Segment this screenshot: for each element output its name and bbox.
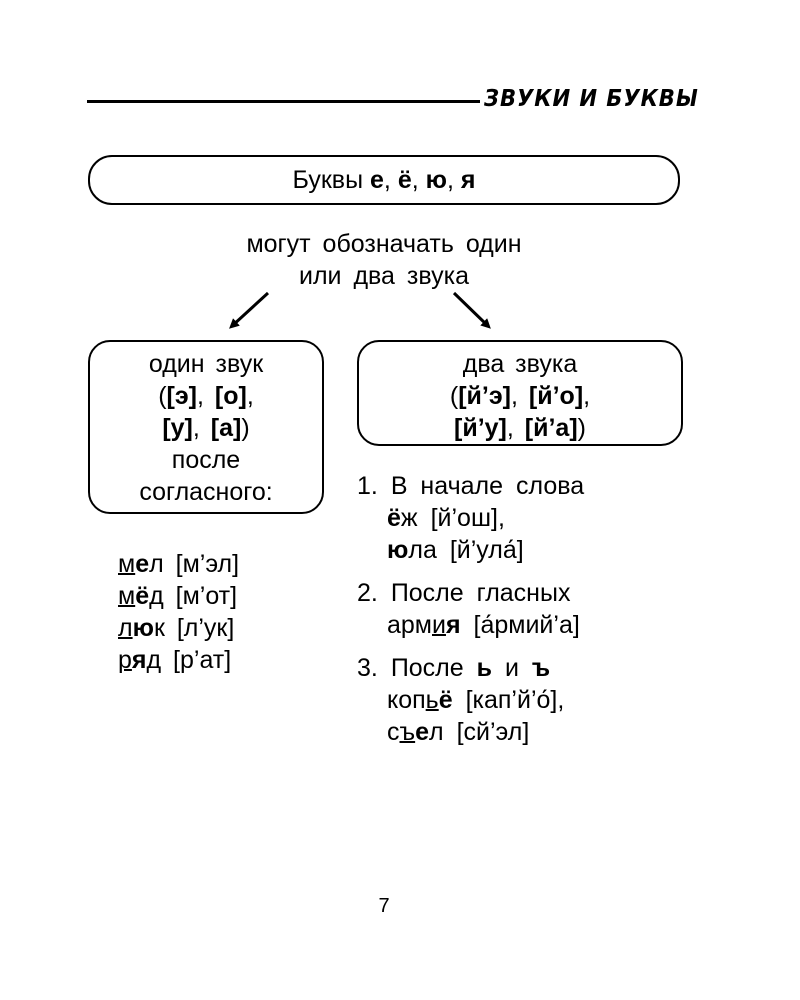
rule-item-1 <box>357 470 584 566</box>
sound-u: [у] <box>162 414 193 442</box>
example-row: ряд [р’ат] <box>118 646 232 674</box>
example-line: армия [а́рмий’а] <box>387 611 580 639</box>
two-sounds-title: два звука <box>462 350 578 378</box>
letter-separator: , <box>383 166 398 194</box>
letter-ya: я <box>460 166 476 194</box>
section-title: ЗВУКИ И БУКВЫ <box>484 86 699 112</box>
sound-ya: [й’а] <box>524 414 578 442</box>
two-sounds-box <box>357 340 683 446</box>
one-sound-line: после <box>171 446 241 474</box>
sound-o: [о] <box>214 382 247 410</box>
letter-yu: ю <box>425 166 447 194</box>
one-sound-box <box>88 340 324 514</box>
arrow-right-icon <box>454 293 488 326</box>
letter-separator: , <box>411 166 426 194</box>
paren-open: ( <box>449 382 459 410</box>
one-sound-title: один звук <box>148 350 264 378</box>
letter-e: е <box>370 166 384 194</box>
example-row: мел [м’эл] <box>118 550 240 578</box>
example-line: копьё [кап’й’о́], <box>387 686 565 714</box>
rule-number: 1. <box>357 472 378 500</box>
intro-line: могут обозначать один <box>246 230 522 258</box>
rule-text: После гласных <box>390 579 571 607</box>
example-line: съел [сй’эл] <box>387 718 530 746</box>
rule-item-2 <box>357 577 584 641</box>
intro-line: или два звука <box>299 262 469 290</box>
soft-sign: ь <box>476 654 493 682</box>
paren-open: ( <box>158 382 167 410</box>
rule-item-3: 3. После ь и ъ копьё [кап’й’о́], съел [сй’эл] <box>357 652 584 748</box>
one-sound-examples <box>118 548 239 676</box>
two-sounds-line: [й’у], [й’а]) <box>454 414 586 442</box>
rule-number: 2. <box>357 579 378 607</box>
sound-yu: [й’у] <box>454 414 507 442</box>
rule-text: После <box>390 654 464 682</box>
example-row: мёд [м’от] <box>118 582 238 610</box>
two-sounds-rules <box>357 470 584 759</box>
sound-ye: [й’э] <box>458 382 511 410</box>
rule-text: В начале слова <box>390 472 585 500</box>
example-line: ёж [й’ош], <box>387 504 505 532</box>
hard-sign: ъ <box>531 654 551 682</box>
one-sound-line: [у], [а]) <box>162 414 250 442</box>
one-sound-line: ([э], [о], <box>158 382 254 410</box>
example-row: люк [л’ук] <box>118 614 235 642</box>
rule-number: 3. <box>357 654 378 682</box>
paren-close: ) <box>577 414 586 442</box>
paren-close: ) <box>241 414 250 442</box>
letter-separator: , <box>446 166 461 194</box>
rule-box-prefix: Буквы <box>292 166 370 194</box>
sound-yo: [й’о] <box>528 382 584 410</box>
sound-e: [э] <box>166 382 197 410</box>
sound-a: [а] <box>210 414 242 442</box>
page-number: 7 <box>378 895 390 917</box>
one-sound-line: согласного: <box>139 478 273 506</box>
letter-yo: ё <box>397 166 412 194</box>
arrow-left-icon <box>232 293 268 326</box>
example-line: юла [й’ула́] <box>387 536 524 564</box>
two-sounds-line: ([й’э], [й’о], <box>449 382 591 410</box>
